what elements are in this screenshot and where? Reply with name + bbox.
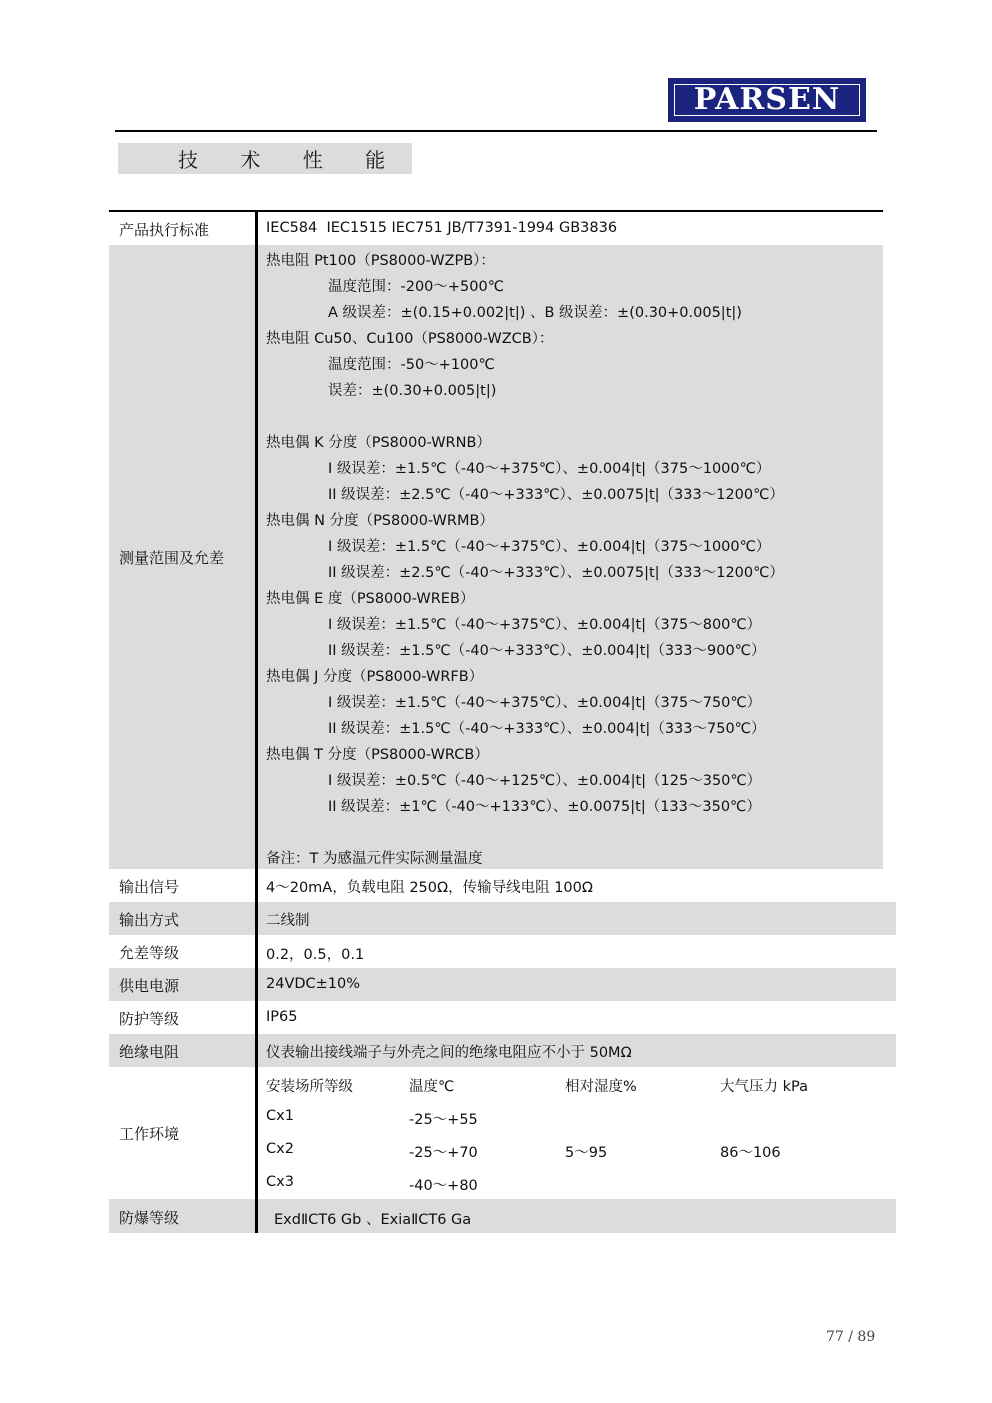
row-label: 产品执行标准: [119, 221, 210, 239]
range-note: 备注：T 为感温元件实际测量温度: [266, 851, 483, 867]
range-line: 温度范围：-200～+500℃: [328, 279, 505, 295]
logo-text: PARSEN: [693, 82, 841, 117]
table-column-divider: [255, 212, 258, 1233]
range-line: I 级误差：±1.5℃（-40～+375℃）、±0.004|t|（375～1000℃）: [328, 461, 771, 477]
row-value: IP65: [266, 1009, 298, 1025]
row-power-supply: [109, 968, 896, 1001]
env-cell: Cx1: [266, 1108, 294, 1124]
env-header: 温度℃: [409, 1079, 455, 1095]
env-header: 大气压力 kPa: [720, 1079, 808, 1095]
range-line: I 级误差：±1.5℃（-40～+375℃）、±0.004|t|（375～750℃）: [328, 695, 762, 711]
row-label: 供电电源: [119, 977, 180, 995]
range-line: 热电阻 Pt100（PS8000-WZPB）：: [266, 253, 495, 269]
row-value: 24VDC±10%: [266, 976, 361, 992]
range-line: A 级误差：±(0.15+0.002|t|) 、B 级误差：±(0.30+0.005|t|): [328, 305, 742, 321]
range-line: I 级误差：±0.5℃（-40～+125℃）、±0.004|t|（125～350℃）: [328, 773, 762, 789]
row-label: 工作环境: [119, 1125, 180, 1143]
range-line: 误差：±(0.30+0.005|t|): [328, 383, 497, 399]
range-line: 热电偶 J 分度（PS8000-WRFB）: [266, 669, 484, 685]
row-value: 0.2，0.5，0.1: [266, 947, 365, 963]
env-cell: Cx2: [266, 1141, 294, 1157]
row-value: 仪表输出接线端子与外壳之间的绝缘电阻应不小于 50MΩ: [266, 1045, 632, 1061]
section-title-text: 技 术 性 能: [178, 148, 404, 172]
parsen-logo: [668, 78, 866, 122]
row-value: 二线制: [266, 913, 310, 929]
row-accuracy-class: [109, 935, 896, 968]
row-label: 输出方式: [119, 911, 180, 929]
range-line: II 级误差：±1.5℃（-40～+333℃）、±0.004|t|（333～900℃）: [328, 643, 766, 659]
range-line: 热电阻 Cu50、Cu100（PS8000-WZCB）：: [266, 331, 554, 347]
range-line: 温度范围：-50～+100℃: [328, 357, 495, 373]
range-line: 热电偶 N 分度（PS8000-WRMB）: [266, 513, 494, 529]
row-protection: [109, 1001, 896, 1034]
range-line: I 级误差：±1.5℃（-40～+375℃）、±0.004|t|（375～1000℃）: [328, 539, 771, 555]
range-line: 热电偶 E 度（PS8000-WREB）: [266, 591, 475, 607]
env-cell: -40～+80: [409, 1178, 478, 1194]
row-label: 测量范围及允差: [119, 549, 225, 567]
env-cell: -25～+55: [409, 1112, 478, 1128]
row-output-signal: [109, 869, 896, 902]
row-explosion-proof: [109, 1199, 896, 1233]
row-value: ExdⅡCT6 Gb 、ExiaⅡCT6 Ga: [274, 1212, 472, 1228]
range-line: 热电偶 T 分度（PS8000-WRCB）: [266, 747, 489, 763]
row-value: IEC584 IEC1515 IEC751 JB/T7391-1994 GB3836: [266, 220, 618, 236]
row-label: 防爆等级: [119, 1209, 180, 1227]
env-header: 相对湿度%: [565, 1079, 637, 1095]
env-cell: 5～95: [565, 1145, 608, 1161]
range-line: I 级误差：±1.5℃（-40～+375℃）、±0.004|t|（375～800℃）: [328, 617, 762, 633]
row-label: 输出信号: [119, 878, 180, 896]
env-cell: -25～+70: [409, 1145, 478, 1161]
range-line: II 级误差：±2.5℃（-40～+333℃）、±0.0075|t|（333～1200℃）: [328, 487, 784, 503]
row-label: 防护等级: [119, 1010, 180, 1028]
row-insulation: [109, 1034, 896, 1067]
row-range: [109, 245, 883, 869]
row-output-mode: [109, 902, 896, 935]
row-label: 绝缘电阻: [119, 1043, 180, 1061]
env-cell: 86～106: [720, 1145, 781, 1161]
env-header: 安装场所等级: [266, 1079, 353, 1095]
row-label: 允差等级: [119, 944, 180, 962]
env-cell: Cx3: [266, 1174, 294, 1190]
row-environment: [109, 1067, 896, 1199]
range-line: II 级误差：±2.5℃（-40～+333℃）、±0.0075|t|（333～1200℃）: [328, 565, 784, 581]
section-title: [118, 143, 412, 174]
header-rule: [115, 130, 877, 132]
row-value: 4～20mA，负载电阻 250Ω，传输导线电阻 100Ω: [266, 880, 593, 896]
range-line: 热电偶 K 分度（PS8000-WRNB）: [266, 435, 491, 451]
page-number: 77 / 89: [826, 1329, 876, 1345]
range-line: II 级误差：±1℃（-40～+133℃）、±0.0075|t|（133～350℃）: [328, 799, 761, 815]
range-line: II 级误差：±1.5℃（-40～+333℃）、±0.004|t|（333～750℃）: [328, 721, 766, 737]
row-standard: [109, 212, 883, 245]
